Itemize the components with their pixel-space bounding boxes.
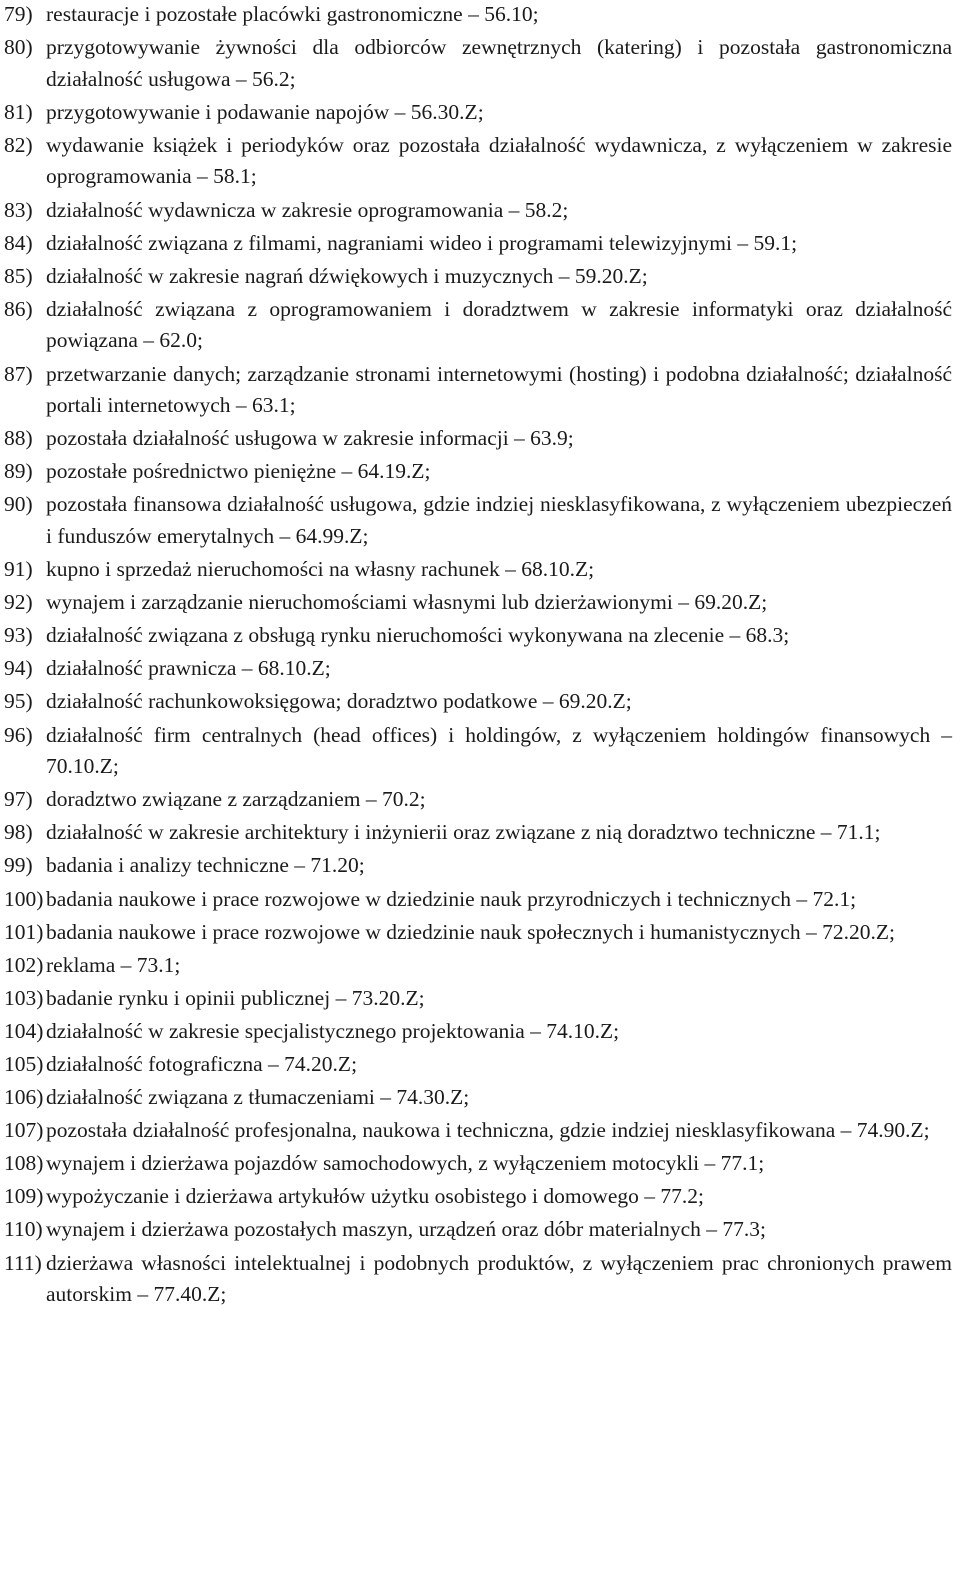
list-item-number: 102) [4,952,44,977]
list-item [4,456,952,488]
list-item-number: 96) [4,722,33,747]
list-item-text: wynajem i dzierżawa pozostałych maszyn, urządzeń oraz dóbr materialnych – 77.3; [46,1217,766,1242]
list-item-text: działalność prawnicza – 68.10.Z; [46,656,331,681]
list-item-number: 101) [4,919,44,944]
list-item-text: pozostała finansowa działalność usługowa, gdzie indziej niesklasyfikowana, z wyłączeniem ubezpieczeń i funduszów emerytalnych – 64.99.Z; [46,492,952,548]
list-item-text: działalność w zakresie architektury i inżynierii oraz związane z nią doradztwo techniczne – 71.1; [46,820,881,845]
list-item [4,423,952,455]
list-item-text: działalność związana z filmami, nagraniami wideo i programami telewizyjnymi – 59.1; [46,230,798,255]
list-item-text: reklama – 73.1; [46,952,181,977]
list-item-text: przetwarzanie danych; zarządzanie stronami internetowymi (hosting) i podobna działalność; działalność portali internetowych – 63.1; [46,361,952,418]
list-item [4,720,952,783]
list-item-number: 106) [4,1085,44,1110]
list-item-number: 111) [4,1250,42,1275]
list-item-number: 87) [4,361,33,386]
list-item-text: działalność firm centralnych (head offices) i holdingów, z wyłączeniem holdingów finansowych – 70.10.Z; [46,722,952,779]
list-item-text: kupno i sprzedaż nieruchomości na własny rachunek – 68.10.Z; [46,557,595,582]
list-item-number: 88) [4,426,33,451]
list-item [4,554,952,586]
list-item [4,1181,952,1213]
list-item-number: 79) [4,2,33,26]
list-item [4,261,952,293]
list-item-number: 110) [4,1217,43,1242]
list-item-number: 94) [4,656,33,681]
list-item-number: 93) [4,623,33,648]
list-item-number: 85) [4,263,33,288]
list-item-number: 95) [4,689,33,714]
list-item [4,587,952,619]
list-item-number: 86) [4,296,33,321]
list-item-number: 92) [4,590,33,615]
list-item-text: wynajem i dzierżawa pojazdów samochodowych, z wyłączeniem motocykli – 77.1; [46,1151,765,1176]
list-item [4,1016,952,1048]
list-item-number: 107) [4,1118,44,1143]
list-item-text: przygotowywanie i podawanie napojów – 56.30.Z; [46,99,484,124]
list-item [4,620,952,652]
list-item-number: 81) [4,99,33,124]
list-item-text: wynajem i zarządzanie nieruchomościami własnymi lub dzierżawionymi – 69.20.Z; [46,590,768,615]
list-item-number: 98) [4,820,33,845]
list-item-text: badania i analizy techniczne – 71.20; [46,853,365,878]
numbered-list [4,0,952,1311]
list-item [4,983,952,1015]
list-item [4,1248,952,1311]
list-item-text: wypożyczanie i dzierżawa artykułów użytku osobistego i domowego – 77.2; [46,1184,704,1209]
list-item-text: badania naukowe i prace rozwojowe w dziedzinie nauk przyrodniczych i technicznych – 72.1; [46,886,857,911]
list-item [4,917,952,949]
list-item [4,653,952,685]
list-item-text: dzierżawa własności intelektualnej i podobnych produktów, z wyłączeniem prac chronionych prawem autorskim – 77.40.Z; [46,1250,952,1307]
list-item-text: działalność w zakresie nagrań dźwiękowych i muzycznych – 59.20.Z; [46,263,648,288]
list-item-text: przygotowywanie żywności dla odbiorców zewnętrznych (katering) i pozostała gastronomiczna działalność usługowa – 56.2; [46,35,952,91]
list-item [4,1082,952,1114]
list-item [4,817,952,849]
list-item [4,130,952,193]
list-item-text: doradztwo związane z zarządzaniem – 70.2; [46,787,426,812]
list-item-number: 100) [4,886,44,911]
list-item [4,489,952,552]
list-item-text: działalność związana z tłumaczeniami – 74.30.Z; [46,1085,470,1110]
list-item-text: działalność fotograficzna – 74.20.Z; [46,1052,358,1076]
list-item-text: działalność związana z oprogramowaniem i doradztwem w zakresie informatyki oraz działalność powiązana – 62.0; [46,296,952,353]
list-item-text: badanie rynku i opinii publicznej – 73.20.Z; [46,985,425,1010]
list-item-text: badania naukowe i prace rozwojowe w dziedzinie nauk społecznych i humanistycznych – 72.20.Z; [46,919,895,944]
list-item-number: 90) [4,492,33,517]
list-item [4,686,952,718]
list-item [4,850,952,882]
list-item-number: 89) [4,459,33,484]
document-page [4,0,952,1312]
list-item-text: pozostałe pośrednictwo pieniężne – 64.19.Z; [46,459,431,484]
list-item [4,1115,952,1147]
list-item-text: wydawanie książek i periodyków oraz pozostała działalność wydawnicza, z wyłączeniem w zakresie oprogramowania – 58.1; [46,132,952,189]
list-item-text: pozostała działalność usługowa w zakresie informacji – 63.9; [46,426,574,451]
list-item-number: 108) [4,1151,44,1176]
list-item [4,97,952,129]
list-item-number: 109) [4,1184,44,1209]
list-item-number: 80) [4,35,33,60]
list-item [4,32,952,95]
list-item-number: 99) [4,853,33,878]
list-item-number: 104) [4,1018,44,1043]
list-item-text: działalność rachunkowoksięgowa; doradztwo podatkowe – 69.20.Z; [46,689,632,714]
list-item-number: 97) [4,787,33,812]
list-item [4,0,952,31]
list-item-text: działalność związana z obsługą rynku nieruchomości wykonywana na zlecenie – 68.3; [46,623,790,648]
list-item-number: 82) [4,132,33,157]
list-item-number: 84) [4,230,33,255]
list-item-number: 91) [4,557,33,582]
list-item [4,1148,952,1180]
list-item-number: 83) [4,197,33,222]
list-item [4,950,952,982]
list-item [4,1214,952,1246]
list-item-text: działalność w zakresie specjalistycznego projektowania – 74.10.Z; [46,1018,620,1043]
list-item-text: działalność wydawnicza w zakresie oprogramowania – 58.2; [46,197,569,222]
list-item-number: 103) [4,985,44,1010]
list-item [4,884,952,916]
list-item [4,228,952,260]
list-item [4,359,952,422]
list-item [4,195,952,227]
list-item [4,294,952,357]
list-item-text: pozostała działalność profesjonalna, naukowa i techniczna, gdzie indziej niesklasyfikowana – 74.90.Z; [46,1118,930,1143]
list-item-number: 105) [4,1052,44,1076]
list-item [4,784,952,816]
list-item-text: restauracje i pozostałe placówki gastronomiczne – 56.10; [46,2,539,26]
list-item [4,1049,952,1081]
